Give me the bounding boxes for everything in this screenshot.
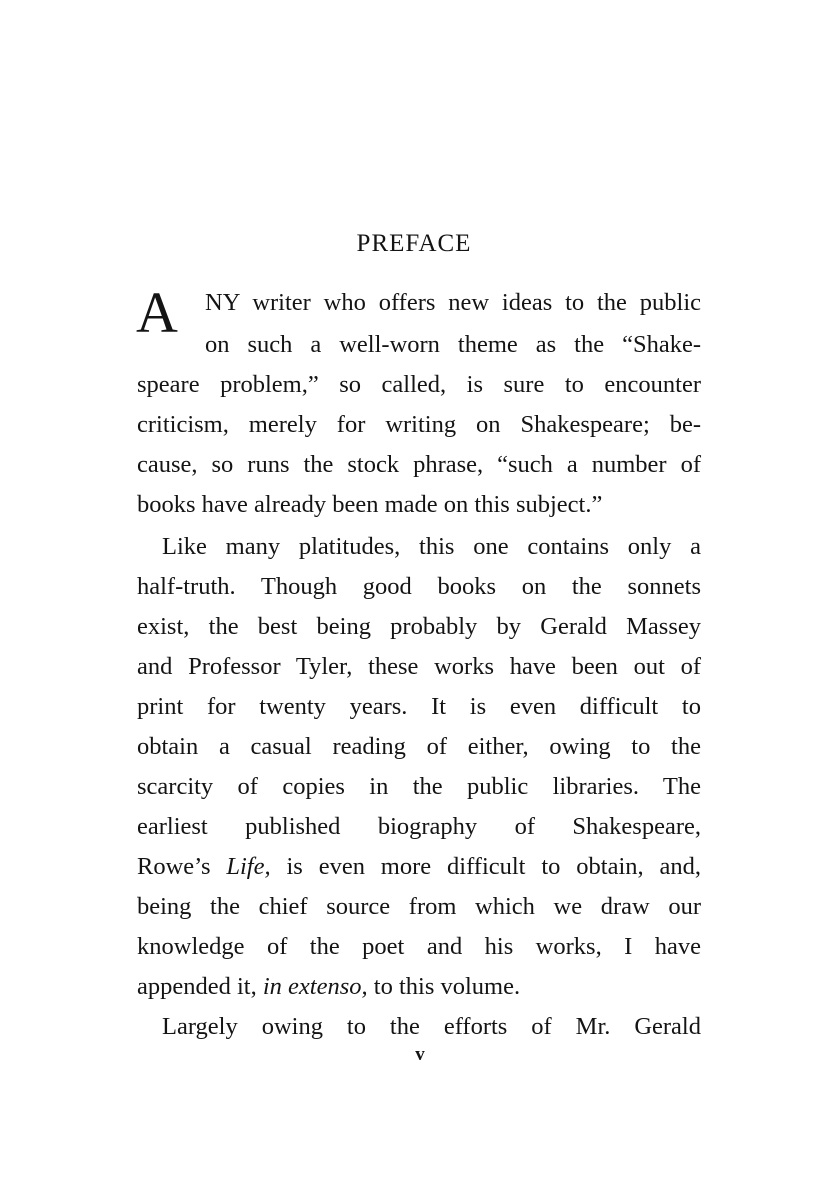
text-run: Largely owing to the efforts of Mr. Gerald <box>162 1013 701 1040</box>
text-run: being the chief source from which we draw our <box>137 893 701 920</box>
text-run: Like many platitudes, this one contains only a <box>162 533 701 560</box>
text-run: Rowe’s <box>137 853 227 880</box>
text-line <box>162 530 701 564</box>
italic-text: Life, <box>226 853 271 880</box>
text-run: is even more difficult to obtain, and, <box>270 853 702 880</box>
text-run: exist, the best being probably by Gerald Massey <box>137 613 701 640</box>
text-line <box>137 810 701 844</box>
text-run: cause, so runs the stock phrase, “such a number of <box>137 451 701 478</box>
text-line <box>137 570 701 604</box>
text-line <box>137 368 701 402</box>
text-run: half-truth. Though good books on the sonnets <box>137 573 701 600</box>
text-run: NY writer who offers new ideas to the public <box>205 289 701 316</box>
text-run: books have already been made on this subject.” <box>137 491 603 518</box>
text-run: obtain a casual reading of either, owing to the <box>137 733 701 760</box>
text-line <box>137 650 701 684</box>
text-line <box>162 1010 701 1044</box>
text-run: print for twenty years. It is even difficult to <box>137 693 701 720</box>
text-line <box>137 890 701 924</box>
text-run: and Professor Tyler, these works have been out of <box>137 653 701 680</box>
text-line <box>205 286 701 320</box>
text-line <box>137 448 701 482</box>
drop-cap: A <box>136 280 178 345</box>
text-run: to this volume. <box>367 973 521 1000</box>
text-run: knowledge of the poet and his works, I have <box>137 933 701 960</box>
text-run: speare problem,” so called, is sure to encounter <box>137 371 701 398</box>
text-line <box>137 970 617 1004</box>
text-line <box>137 930 701 964</box>
page-title: PREFACE <box>356 230 472 257</box>
text-line <box>137 770 701 804</box>
text-line <box>137 690 701 724</box>
text-line <box>137 850 701 884</box>
text-run: on such a well-worn theme as the “Shake- <box>205 331 701 358</box>
text-run: criticism, merely for writing on Shakespeare; be- <box>137 411 701 438</box>
text-line <box>137 408 701 442</box>
text-line <box>137 730 701 764</box>
text-line <box>137 488 689 522</box>
text-run: scarcity of copies in the public libraries. The <box>137 773 701 800</box>
text-run: earliest published biography of Shakespeare, <box>137 813 701 840</box>
text-run: appended it, <box>137 973 263 1000</box>
italic-text: in extenso, <box>262 973 368 1000</box>
text-line <box>205 328 701 362</box>
page-number: v <box>415 1044 425 1065</box>
text-line <box>137 610 701 644</box>
